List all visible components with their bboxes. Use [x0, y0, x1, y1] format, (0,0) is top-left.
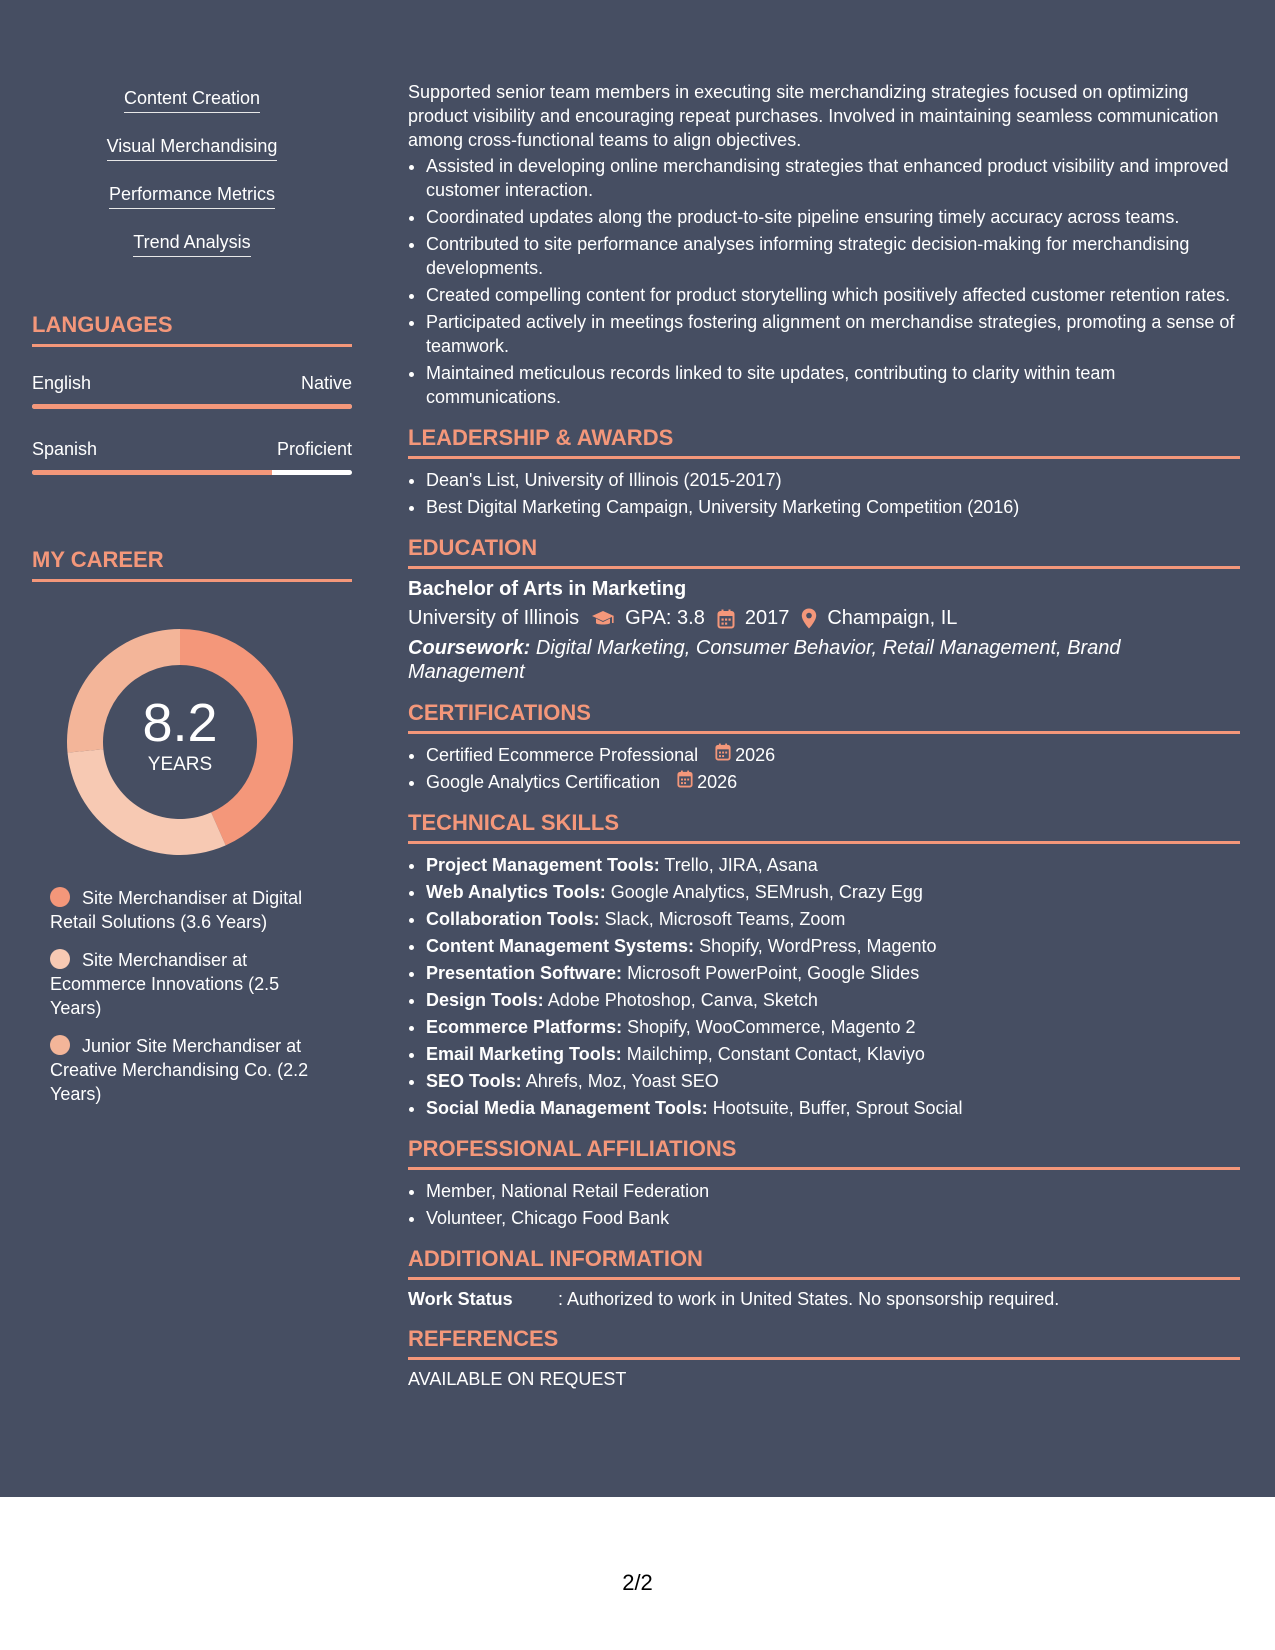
career-heading: MY CAREER [32, 547, 352, 582]
calendar-icon [677, 770, 697, 794]
technical-skill-item: • Design Tools: Adobe Photoshop, Canva, Sketch [426, 988, 1240, 1012]
language-level: Native [300, 373, 352, 393]
skill-tags [32, 80, 352, 272]
language-bar-fill [32, 404, 352, 409]
education-degree: Bachelor of Arts in Marketing [408, 578, 687, 600]
experience-bullet: • Created compelling content for product storytelling which positively affected customer retention rates. [426, 283, 1240, 307]
work-status-row [408, 1289, 1240, 1310]
career-list [32, 886, 330, 1106]
certifications-heading: CERTIFICATIONS [408, 700, 1240, 734]
language-name: English [32, 373, 92, 393]
technical-skill-item: • Presentation Software: Microsoft PowerPoint, Google Slides [426, 961, 1240, 985]
skill-tag: Trend Analysis [133, 232, 250, 257]
education-location: Champaign, IL [827, 607, 958, 629]
graduation-cap-icon [591, 610, 615, 628]
career-legend-dot [50, 1035, 70, 1055]
affiliations-heading: PROFESSIONAL AFFILIATIONS [408, 1136, 1240, 1170]
certification-year: 2026 [735, 745, 776, 765]
certification-name: Google Analytics Certification [426, 772, 661, 792]
right-column [408, 80, 1240, 1390]
technical-skill-item: • Collaboration Tools: Slack, Microsoft Teams, Zoom [426, 907, 1240, 931]
calendar-icon [717, 609, 735, 629]
affiliations-list [408, 1179, 1240, 1230]
additional-info-heading: ADDITIONAL INFORMATION [408, 1246, 1240, 1280]
career-section [32, 547, 352, 1106]
technical-skill-item: • Content Management Systems: Shopify, WordPress, Magento [426, 934, 1240, 958]
language-name: Spanish [32, 439, 98, 459]
experience-bullet: • Participated actively in meetings fostering alignment on merchandise strategies, promoting a sense of teamwork. [426, 310, 1240, 358]
language-bar-fill [32, 470, 272, 475]
coursework-text: Digital Marketing, Consumer Behavior, Retail Management, Brand Management [408, 637, 1121, 683]
work-status-label: Work Status [408, 1289, 513, 1309]
leadership-item: • Dean's List, University of Illinois (2015-2017) [426, 468, 1240, 492]
technical-skill-item: • SEO Tools: Ahrefs, Moz, Yoast SEO [426, 1069, 1240, 1093]
work-status-value: : Authorized to work in United States. No sponsorship required. [558, 1289, 1060, 1309]
map-pin-icon [801, 608, 817, 629]
experience-summary: Supported senior team members in executing site merchandizing strategies focused on optimizing product visibility and encouraging repeat purchases. Involved in maintaining seamless communication among cross-functional teams to align objectives. [408, 82, 1219, 150]
certification-item [426, 770, 1240, 794]
education-heading: EDUCATION [408, 535, 1240, 569]
education-school: University of Illinois [408, 607, 580, 629]
skill-tag: Performance Metrics [109, 184, 275, 209]
education-meta [408, 607, 1240, 630]
skill-tag: Visual Merchandising [107, 136, 278, 161]
education-gpa: GPA: 3.8 [625, 607, 705, 629]
references-heading: REFERENCES [408, 1326, 1240, 1360]
certification-name: Certified Ecommerce Professional [426, 745, 699, 765]
affiliation-item: • Member, National Retail Federation [426, 1179, 1240, 1203]
education-year: 2017 [744, 607, 790, 629]
technical-skill-item: • Email Marketing Tools: Mailchimp, Constant Contact, Klaviyo [426, 1042, 1240, 1066]
experience-bullets [408, 154, 1240, 409]
technical-skills-list [408, 853, 1240, 1120]
language-bar [32, 470, 352, 475]
references-text: AVAILABLE ON REQUEST [408, 1369, 627, 1389]
career-item: Junior Site Merchandiser at Creative Merchandising Co. (2.2 Years) [50, 1036, 309, 1104]
affiliation-item: • Volunteer, Chicago Food Bank [426, 1206, 1240, 1230]
career-item: Site Merchandiser at Ecommerce Innovations (2.5 Years) [50, 950, 280, 1018]
coursework-label: Coursework: [408, 637, 531, 659]
certifications-list [408, 743, 1240, 794]
calendar-icon [715, 743, 735, 767]
technical-skill-item: • Social Media Management Tools: Hootsuite, Buffer, Sprout Social [426, 1096, 1240, 1120]
career-total-unit: YEARS [147, 754, 213, 775]
languages-section [32, 312, 352, 475]
language-level: Proficient [276, 439, 352, 459]
leadership-heading: LEADERSHIP & AWARDS [408, 425, 1240, 459]
experience-bullet: • Assisted in developing online merchandising strategies that enhanced product visibility and improved customer interaction. [426, 154, 1240, 202]
certification-year: 2026 [697, 772, 738, 792]
leadership-list [408, 468, 1240, 519]
technical-skill-item: • Web Analytics Tools: Google Analytics, SEMrush, Crazy Egg [426, 880, 1240, 904]
career-legend-dot [50, 887, 70, 907]
language-item [32, 373, 352, 409]
education-coursework [408, 636, 1240, 684]
language-item [32, 439, 352, 475]
languages-heading: LANGUAGES [32, 312, 352, 347]
career-total-value: 8.2 [142, 693, 218, 753]
experience-bullet: • Contributed to site performance analyses informing strategic decision-making for merchandising developments. [426, 232, 1240, 280]
career-donut [60, 622, 300, 862]
skill-tag: Content Creation [124, 88, 260, 113]
certification-item [426, 743, 1240, 767]
left-column [32, 80, 352, 1120]
leadership-item: • Best Digital Marketing Campaign, University Marketing Competition (2016) [426, 495, 1240, 519]
technical-skills-heading: TECHNICAL SKILLS [408, 810, 1240, 844]
experience-bullet: • Coordinated updates along the product-to-site pipeline ensuring timely accuracy across teams. [426, 205, 1240, 229]
experience-bullet: • Maintained meticulous records linked to site updates, contributing to clarity within team communications. [426, 361, 1240, 409]
language-bar [32, 404, 352, 409]
page-number: 2/2 [622, 1570, 653, 1595]
career-legend-dot [50, 949, 70, 969]
technical-skill-item: • Ecommerce Platforms: Shopify, WooCommerce, Magento 2 [426, 1015, 1240, 1039]
career-item: Site Merchandiser at Digital Retail Solutions (3.6 Years) [50, 888, 303, 932]
technical-skill-item: • Project Management Tools: Trello, JIRA, Asana [426, 853, 1240, 877]
